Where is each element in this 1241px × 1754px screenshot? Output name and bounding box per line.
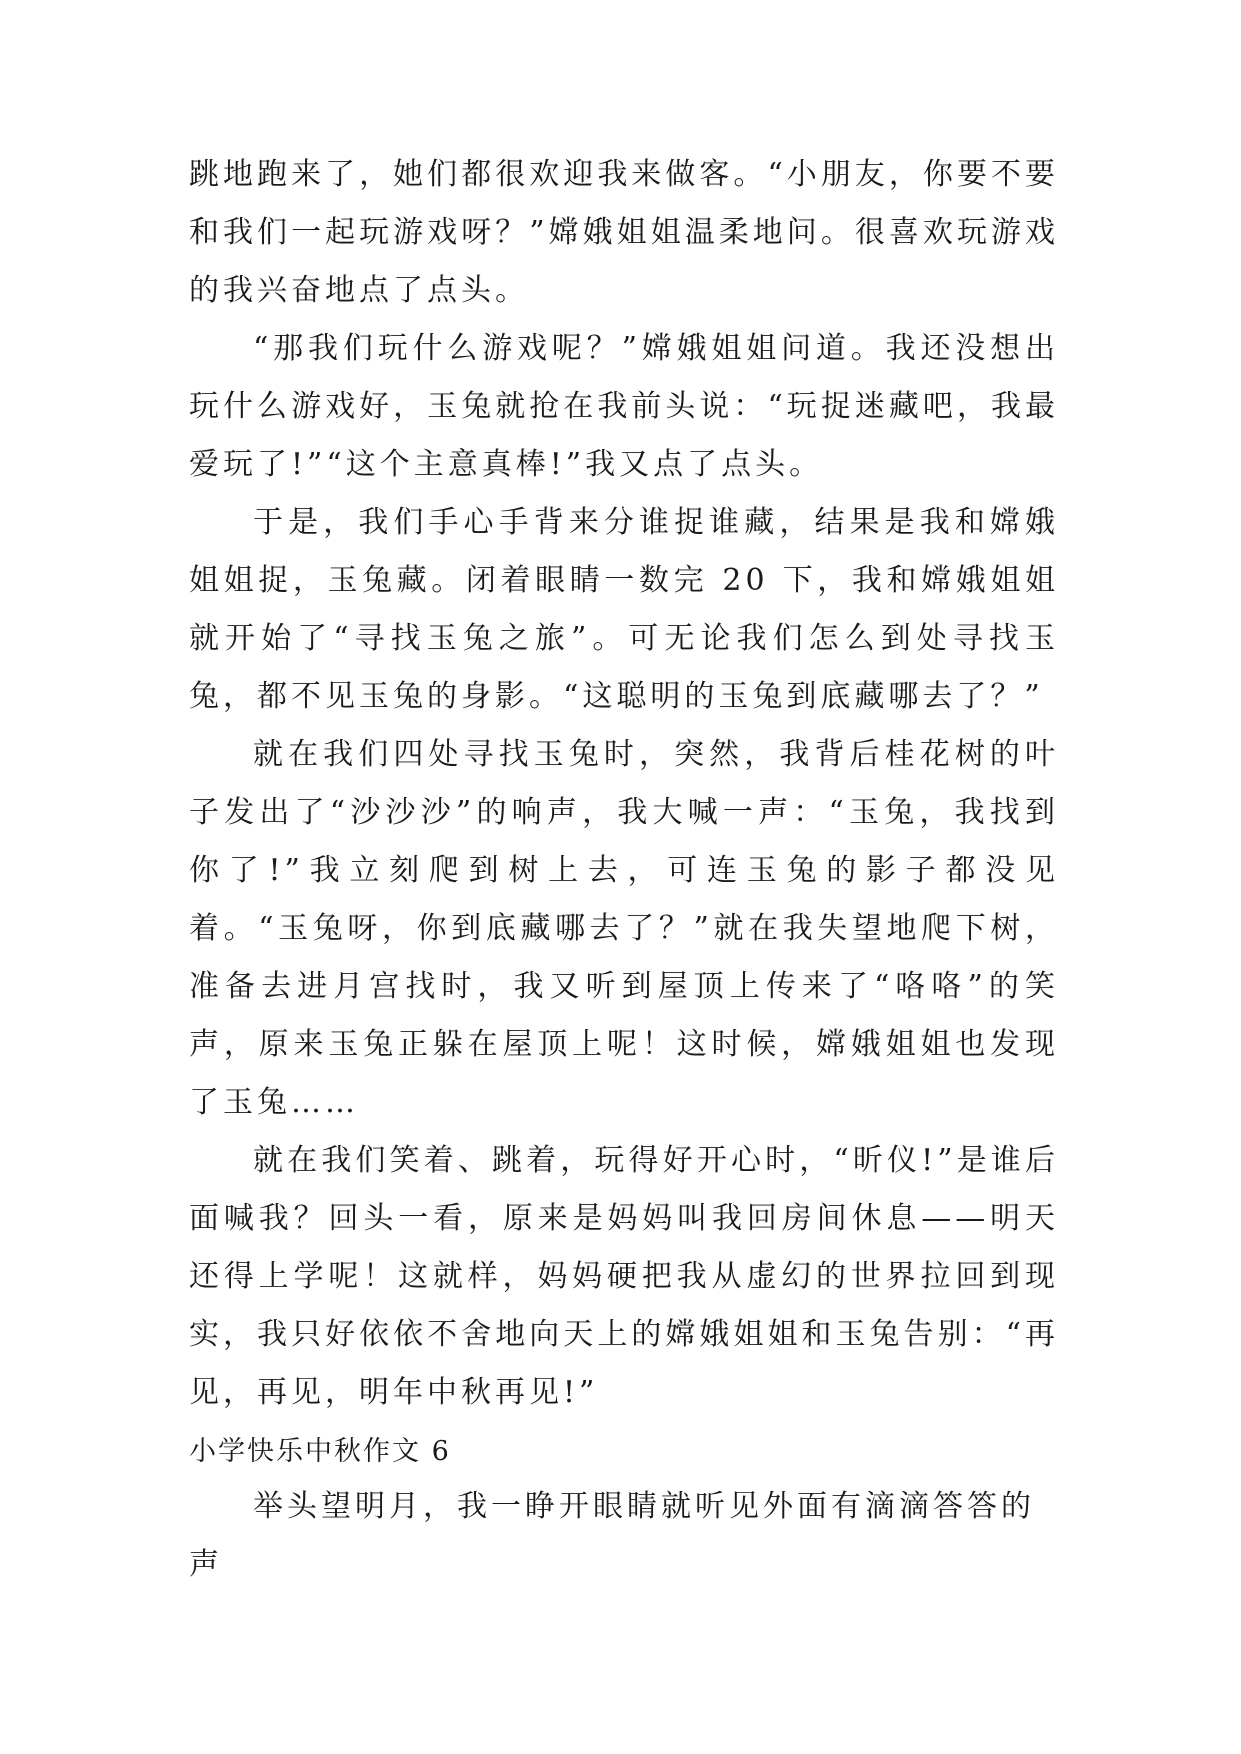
paragraph-5: 就在我们笑着、跳着，玩得好开心时，“昕仪!”是谁后面喊我？回头一看，原来是妈妈叫我回房间休息——明天还得上学呢！这就样，妈妈硬把我从虚幻的世界拉回到现实，我只好依依不舍地向天上的嫦娥姐姐和玉兔告别：“再见，再见，明年中秋再见!” bbox=[189, 1143, 1059, 1410]
story-body bbox=[189, 146, 1059, 1422]
paragraph-2: “那我们玩什么游戏呢？”嫦娥姐姐问道。我还没想出玩什么游戏好，玉兔就抢在我前头说：“玩捉迷藏吧，我最爱玩了!”“这个主意真棒!”我又点了点头。 bbox=[189, 331, 1059, 482]
paragraph-6: 举头望明月，我一睁开眼睛就听见外面有滴滴答答的声 bbox=[189, 1489, 1035, 1582]
paragraph-1: 跳地跑来了，她们都很欢迎我来做客。“小朋友，你要不要和我们一起玩游戏呀？”嫦娥姐姐温柔地问。很喜欢玩游戏的我兴奋地点了点头。 bbox=[189, 157, 1059, 308]
paragraph-4: 就在我们四处寻找玉兔时，突然，我背后桂花树的叶子发出了“沙沙沙”的响声，我大喊一声：“玉兔，我找到你了!”我立刻爬到树上去，可连玉兔的影子都没见着。“玉兔呀，你到底藏哪去了？”就在我失望地爬下树，准备去进月宫找时，我又听到屋顶上传来了“咯咯”的笑声，原来玉兔正躲在屋顶上呢！这时候，嫦娥姐姐也发现了玉兔…… bbox=[189, 737, 1059, 1120]
paragraph-3: 于是，我们手心手背来分谁捉谁藏，结果是我和嫦娥姐姐捉，玉兔藏。闭着眼睛一数完 20 下，我和嫦娥姐姐就开始了“寻找玉兔之旅”。可无论我们怎么到处寻找玉兔，都不见玉兔的身影。“这聪明的玉兔到底藏哪去了？” bbox=[189, 505, 1059, 714]
section-heading: 小学快乐中秋作文 6 bbox=[189, 1436, 451, 1467]
